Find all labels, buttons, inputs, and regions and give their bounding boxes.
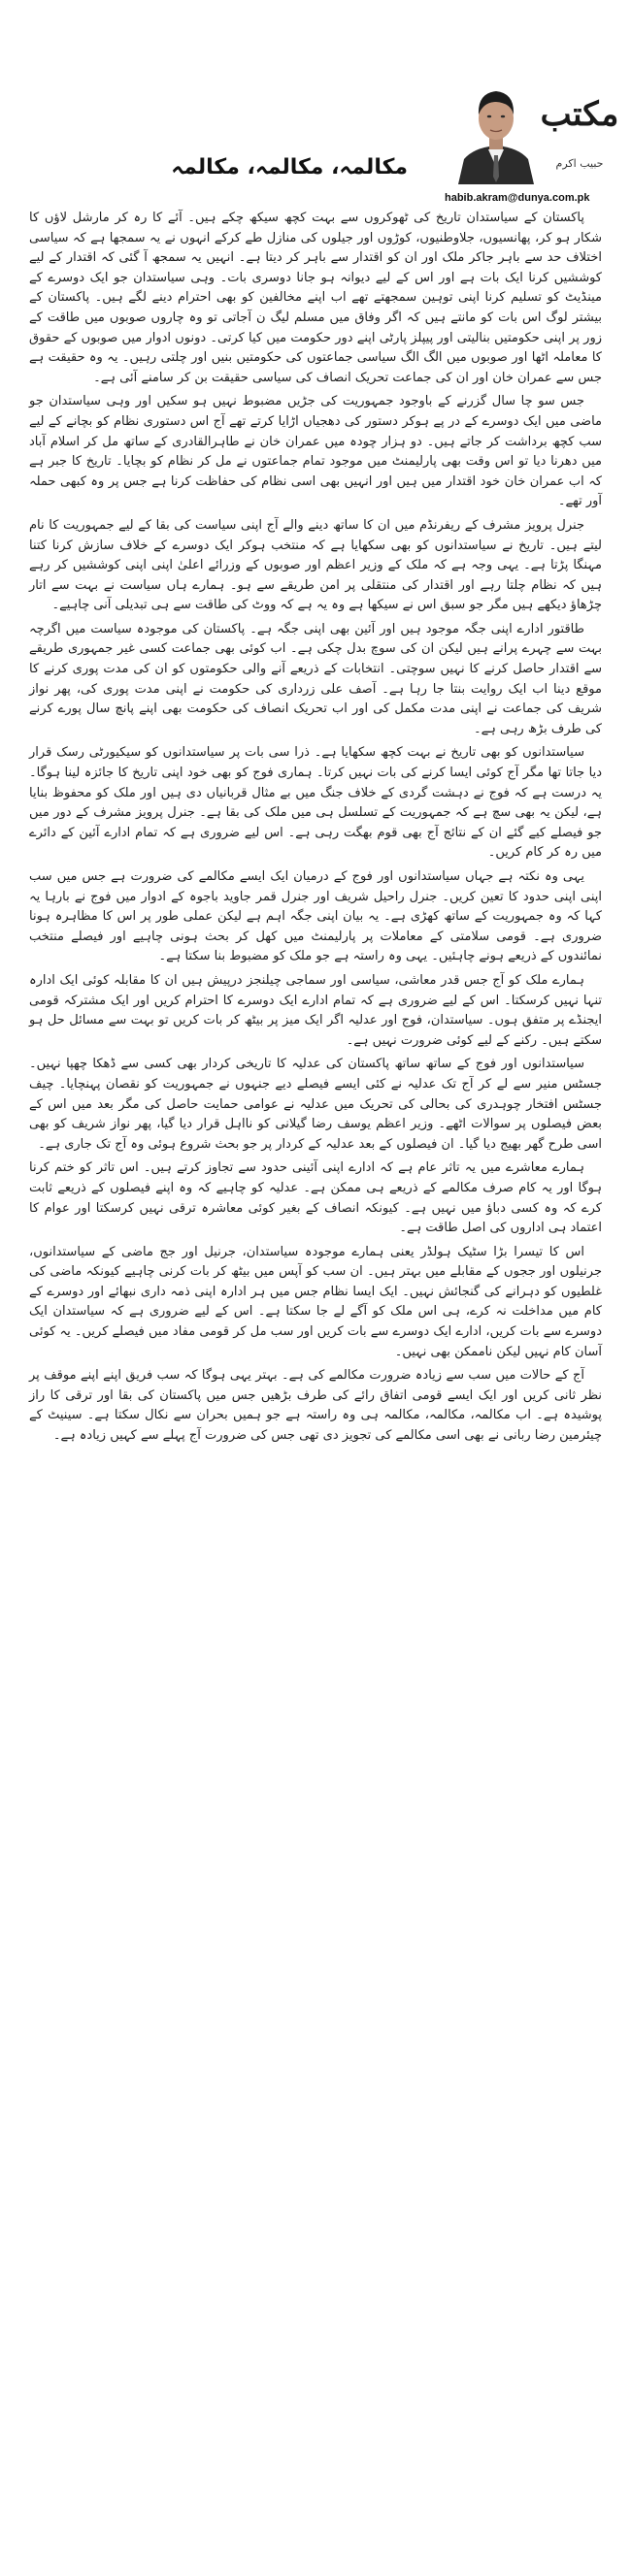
- author-photo-image: [454, 76, 538, 184]
- column-brand: [536, 78, 623, 186]
- paragraph: طاقتور ادارے اپنی جگہ موجود ہیں اور آئین بھی اپنی جگہ ہے۔ پاکستان کی موجودہ سیاست میں اگرچہ بہت سے چہرے پرانے ہیں لیکن ان کی سوچ بدل چکی ہے۔ اب کوئی بھی جماعت کسی غیر جمہوری طریقے سے اقتدار حاصل کرنے کا نہیں سوچتی۔ انتخابات کے ذریعے آنے والی حکومتوں کو ان کی مدت پوری کرنے کا موقع دینا اب ایک روایت بنتا جا رہا ہے۔ آصف علی زرداری کی حکومت نے اپنی مدت پوری کی، پھر نواز شریف کی جماعت نے اپنی مدت مکمل کی اور اب تحریک انصاف کی حکومت بھی اپنے پانچ سال پورے کرنے کی طرف بڑھ رہی ہے۔: [29, 621, 602, 736]
- article-body: [29, 209, 602, 1451]
- column-header: [0, 0, 631, 204]
- paragraph: جنرل پرویز مشرف کے ریفرنڈم میں ان کا ساتھ دینے والے آج اپنی سیاست کی بقا کے لیے جمہوریت کا نام لیتے ہیں۔ تاریخ نے سیاستدانوں کو بھی سکھایا ہے کہ منتخب ہوکر ایک دوسرے کے خلاف سازش کرنا کتنا مہنگا پڑتا ہے۔ یہی وجہ ہے کہ ملک کے وزیر اعظم اور صوبوں کے وزرائے اعلیٰ اپنی اپنی کوششیں کر رہے ہیں کہ نظام چلتا رہے اور اقتدار کی منتقلی پر امن طریقے سے ہو۔ ہمارے ہاں سیاست نے بہت سے اتار چڑھاؤ دیکھے ہیں مگر جو سبق اس نے سیکھا ہے وہ یہ ہے کہ ووٹ کی طاقت سے ہی تبدیلی آنی چاہیے۔: [29, 517, 602, 613]
- paragraph: سیاستدانوں کو بھی تاریخ نے بہت کچھ سکھایا ہے۔ ذرا سی بات پر سیاستدانوں کو سیکیورٹی رسک قرار دیا جاتا تھا مگر آج کوئی ایسا کرنے کی بات نہیں کرتا۔ ہماری فوج کو بھی خود اپنی تاریخ کا جائزہ لینا ہوگا۔ یہ درست ہے کہ فوج نے دہشت گردی کے خلاف جنگ میں بے مثال قربانیاں دی ہیں اور ملک کو محفوظ بنایا ہے، لیکن یہ بھی سچ ہے کہ جمہوریت کے تسلسل ہی میں ملک کی بقا ہے۔ جنرل پرویز مشرف کے دور میں جو فیصلے کیے گئے ان کے نتائج آج بھی قوم بھگت رہی ہے۔ اس لیے ضروری ہے کہ تمام ادارے آئین کے دائرے میں رہ کر کام کریں۔: [29, 745, 602, 861]
- paragraph: اس کا تیسرا بڑا سٹیک ہولڈر یعنی ہمارے موجودہ سیاستدان، جرنیل اور جج ماضی کے سیاستدانوں، جرنیلوں اور ججوں کے مقابلے میں بہتر ہیں۔ ان سب کو آپس میں بیٹھ کر بات کرنی چاہیے کیونکہ ماضی کی غلطیوں کو دہرانے کی گنجائش نہیں۔ ایک ایسا نظام جس میں ہر ادارہ اپنی ذمہ داری نبھائے اور دوسرے کے کام میں مداخلت نہ کرے، ہی اس ملک کو آگے لے جا سکتا ہے۔ اس کے لیے ضروری ہے کہ سیاستدان ایک دوسرے سے بات کریں، ادارے ایک دوسرے سے بات کریں اور سب مل کر قومی مفاد میں فیصلے کریں۔ یہ کوئی آسان کام نہیں لیکن ناممکن بھی نہیں۔: [29, 1244, 602, 1359]
- author-portrait: [454, 76, 538, 184]
- author-email[interactable]: habib.akram@dunya.com.pk: [445, 192, 590, 204]
- paragraph: پاکستان کے سیاستدان تاریخ کی ٹھوکروں سے بہت کچھ سیکھ چکے ہیں۔ آئے کا رہ کر مارشل لاؤں کا شکار ہو کر، پھانسیوں، جلاوطنیوں، کوڑوں اور جیلوں کی منازل طے کرکے انہوں نے یہ سمجھا ہے کہ سیاسی اختلاف حد سے باہر جاکر ملک اور ان کو اقتدار سے باہر کر دیتا ہے۔ انہیں یہ سمجھ آ گئی کہ اقتدار کے لیے کوششیں کرنا ایک بات ہے اور اس کے لیے دیوانہ ہو جانا دوسری بات۔ وہی سیاستدان جو ایک دوسرے کے مینڈیٹ کو تسلیم کرنا اپنی توہین سمجھتے تھے اب اپنے مخالفین کو بھی احترام دینے لگے ہیں۔ پاکستان کے بیشتر لوگ اس بات کو مانتے ہیں کہ اگر وفاق میں مسلم لیگ ن آجاتی تو وہ چاروں صوبوں میں طاقت کے زور پر اپنی حکومتیں بنالیتی اور پیپلز پارٹی اپنے دور حکومت میں کیا کرتی۔ دونوں ادوار میں صوبوں کے حقوق کا معاملہ اٹھا اور صوبوں میں الگ الگ سیاسی جماعتوں کی حکومتیں بنیں اور چلتی رہیں۔ یہ وہ حقیقت ہے جس سے عمران خان اور ان کی جماعت تحریک انصاف کی سیاسی حقیقت بن کر سامنے آئی ہے۔: [29, 211, 602, 385]
- paragraph: ہمارے معاشرے میں یہ تاثر عام ہے کہ ادارے اپنی آئینی حدود سے تجاوز کرتے ہیں۔ اس تاثر کو ختم کرنا ہوگا اور یہ کام صرف مکالمے کے ذریعے ہی ممکن ہے۔ عدلیہ کو چاہیے کہ وہ اپنے فیصلوں کے ذریعے ثابت کرے کہ وہ کسی دباؤ میں نہیں ہے۔ کیونکہ انصاف کے بغیر کوئی معاشرہ ترقی نہیں کرسکتا اور عوام کا اعتماد ہی اداروں کی اصل طاقت ہے۔: [29, 1160, 602, 1236]
- paragraph: جس سو چا سال گزرنے کے باوجود جمہوریت کی جڑیں مضبوط نہیں ہو سکیں اور وہی سیاستدان جو ماضی میں ایک دوسرے کے در پے ہوکر دستور کی دھجیاں اڑایا کرتے تھے آج اس دستوری نظام کو بچانے کے لیے سب کچھ برداشت کر جاتے ہیں۔ دو ہزار چودہ میں عمران خان نے طاہرالقادری کے ساتھ مل کر اسلام آباد میں دھرنا دیا تو اس وقت بھی پارلیمنٹ میں موجود تمام جماعتوں نے مل کر نظام کو بچایا۔ تاریخ کا جبر ہے کہ اب عمران خان خود اقتدار میں ہیں اور انہیں بھی اسی نظام کی حفاظت کرنا ہے جس پر وہ کبھی حملہ آور تھے۔: [29, 394, 602, 509]
- column-logo: مکتب: [540, 95, 619, 134]
- paragraph: ہمارے ملک کو آج جس قدر معاشی، سیاسی اور سماجی چیلنجز درپیش ہیں ان کا مقابلہ کوئی ایک ادارہ تنہا نہیں کرسکتا۔ اس کے لیے ضروری ہے کہ تمام ادارے ایک دوسرے کا احترام کریں اور ایک مشترکہ قومی ایجنڈے پر متفق ہوں۔ سیاستدان، فوج اور عدلیہ اگر ایک میز پر بیٹھ کر بات کریں تو بہت سے مسائل حل ہو سکتے ہیں۔ رکنے کے لیے کوئی ضرورت نہیں ہے۔: [29, 972, 602, 1048]
- paragraph: آج کے حالات میں سب سے زیادہ ضرورت مکالمے کی ہے۔ بہتر یہی ہوگا کہ سب فریق اپنے اپنے موقف پر نظر ثانی کریں اور ایک ایسے قومی اتفاق رائے کی طرف بڑھیں جس میں پاکستان کی بقا اور ترقی کا راز پوشیدہ ہے۔ اب مکالمہ، مکالمہ، مکالمہ ہی وہ راستہ ہے جو ہمیں بحران سے نکال سکتا ہے۔ سینیٹ کے چیئرمین رضا ربانی نے بھی اسی مکالمے کی تجویز دی تھی جس کی ضرورت آج پہلے سے کہیں زیادہ ہے۔: [29, 1368, 602, 1444]
- paragraph: سیاستدانوں اور فوج کے ساتھ ساتھ پاکستان کی عدلیہ کا تاریخی کردار بھی کسی سے ڈھکا چھپا نہیں۔ جسٹس منیر سے لے کر آج تک عدلیہ نے کئی ایسے فیصلے دیے جنہوں نے جمہوریت کو نقصان پہنچایا۔ چیف جسٹس افتخار چوہدری کی بحالی کی تحریک میں عدلیہ نے عوامی حمایت حاصل کی مگر بعد میں اس کے بعض فیصلوں پر سوالات اٹھے۔ وزیر اعظم یوسف رضا گیلانی کو نااہل قرار دیا گیا، پھر نواز شریف کو بھی اسی طرح گھر بھیج دیا گیا۔ ان فیصلوں کے بعد عدلیہ کے کردار پر جو بحث شروع ہوئی وہ آج تک جاری ہے۔: [29, 1057, 602, 1152]
- article-headline: مکالمہ، مکالمہ، مکالمہ: [171, 155, 408, 179]
- author-name: حبیب اکرم: [555, 157, 604, 170]
- paragraph: یہی وہ نکتہ ہے جہاں سیاستدانوں اور فوج کے درمیان ایک ایسے مکالمے کی ضرورت ہے جس میں سب اپنی اپنی حدود کا تعین کریں۔ جنرل راحیل شریف اور جنرل قمر جاوید باجوہ کے ادوار میں فوج نے بارہا یہ کہا کہ وہ جمہوریت کے ساتھ کھڑی ہے۔ یہ بیان اپنی جگہ اہم ہے لیکن عملی طور پر اس کا مظاہرہ ہونا ضروری ہے۔ قومی سلامتی کے معاملات پر پارلیمنٹ میں کھل کر بحث ہونی چاہیے اور فیصلے منتخب نمائندوں کے ذریعے ہونے چاہئیں۔ یہی وہ راستہ ہے جو ملک کو مضبوط بنا سکتا ہے۔: [29, 869, 602, 964]
